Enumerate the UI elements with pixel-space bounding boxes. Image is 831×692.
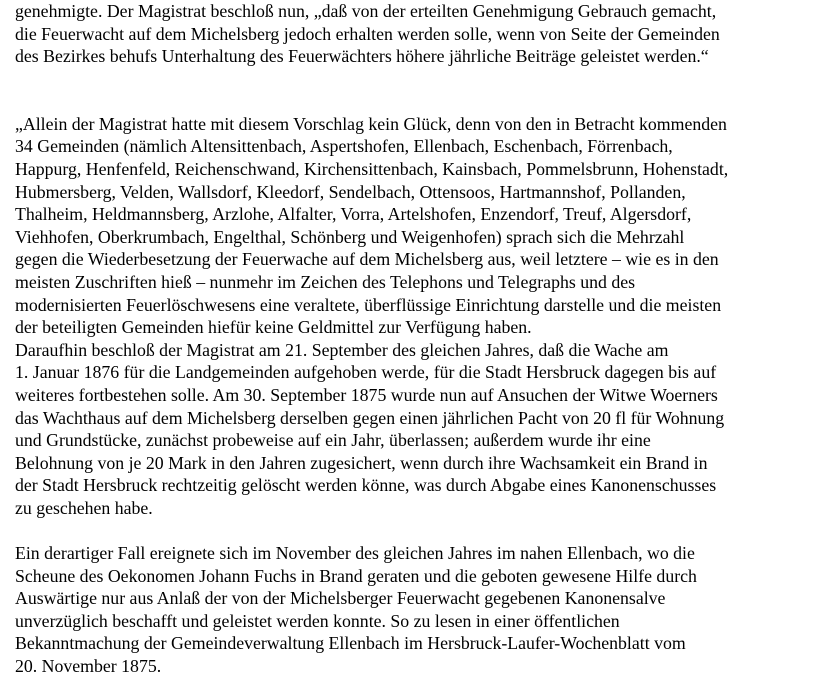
text-line: genehmigte. Der Magistrat beschloß nun, „daß von der erteilten Genehmigung Gebrauch gemacht, (15, 1, 717, 21)
paragraph-2 (15, 113, 827, 520)
text-line: 1. Januar 1876 für die Landgemeinden aufgehoben werde, für die Stadt Hersbruck dagegen bis auf (15, 362, 717, 383)
text-line: Daraufhin beschloß der Magistrat am 21. September des gleichen Jahres, daß die Wache am (15, 339, 669, 360)
text-line: der beteiligten Gemeinden hiefür keine Geldmittel zur Verfügung haben. (15, 317, 532, 338)
text-line: Thalheim, Heldmannsberg, Arzlohe, Alfalter, Vorra, Artelshofen, Enzendorf, Treuf, Algersdorf, (15, 204, 692, 225)
text-line: der Stadt Hersbruck rechtzeitig gelöscht werden könne, was durch Abgabe eines Kanonenschusses (15, 475, 717, 496)
text-line: modernisierten Feuerlöschwesens eine veraltete, überflüssige Einrichtung darstelle und die meisten (15, 294, 722, 315)
paragraph-3 (15, 542, 827, 678)
text-line: meisten Zuschriften hieß – nunmehr im Zeichen des Telephons und Telegraphs und des (15, 271, 636, 292)
text-line: Viehhofen, Oberkrumbach, Engelthal, Schönberg und Weigenhofen) sprach sich die Mehrzahl (15, 226, 685, 247)
text-line: Auswärtige nur aus Anlaß der von der Michelsberger Feuerwacht gegebenen Kanonensalve (15, 588, 666, 609)
text-line: weiteres fortbestehen solle. Am 30. September 1875 wurde nun auf Ansuchen der Witwe Woerners (15, 384, 718, 405)
text-line: 34 Gemeinden (nämlich Altensittenbach, Aspertshofen, Ellenbach, Eschenbach, Förrenbach, (15, 136, 673, 157)
text-line: Bekanntmachung der Gemeindeverwaltung Ellenbach im Hersbruck-Laufer-Wochenblatt vom (15, 633, 686, 654)
text-line: gegen die Wiederbesetzung der Feuerwache auf dem Michelsberg aus, weil letztere – wie es in den (15, 249, 719, 270)
text-line: zu geschehen habe. (15, 497, 153, 518)
text-line: des Bezirkes behufs Unterhaltung des Feuerwächters höhere jährliche Beiträge geleistet werden.“ (15, 46, 709, 67)
paragraph-1 (15, 0, 827, 68)
text-line: Happurg, Henfenfeld, Reichenschwand, Kirchensittenbach, Kainsbach, Pommelsbrunn, Hohenstadt, (15, 158, 729, 179)
text-line: Hubmersberg, Velden, Wallsdorf, Kleedorf, Sendelbach, Ottensoos, Hartmannshof, Pollanden, (15, 181, 686, 202)
text-line: die Feuerwacht auf dem Michelsberg jedoch erhalten werden solle, wenn von Seite der Gemeinden (15, 23, 720, 44)
text-line: „Allein der Magistrat hatte mit diesem Vorschlag kein Glück, denn von den in Betracht kommenden (15, 113, 727, 134)
text-line: Ein derartiger Fall ereignete sich im November des gleichen Jahres im nahen Ellenbach, wo die (15, 543, 695, 564)
document-page (15, 0, 827, 678)
text-line: unverzüglich beschafft und geleistet werden konnte. So zu lesen in einer öffentlichen (15, 610, 620, 631)
text-line: und Grundstücke, zunächst probeweise auf ein Jahr, überlassen; außerdem wurde ihr eine (15, 430, 651, 451)
text-line: 20. November 1875. (15, 656, 162, 677)
text-line: das Wachthaus auf dem Michelsberg derselben gegen einen jährlichen Pacht von 20 fl für Wohnung (15, 407, 725, 428)
text-line: Scheune des Oekonomen Johann Fuchs in Brand geraten und die geboten gewesene Hilfe durch (15, 565, 697, 586)
paragraph-spacer (15, 519, 827, 542)
paragraph-spacer (15, 68, 827, 113)
text-line: Belohnung von je 20 Mark in den Jahren zugesichert, wenn durch ihre Wachsamkeit ein Brand in (15, 452, 708, 473)
